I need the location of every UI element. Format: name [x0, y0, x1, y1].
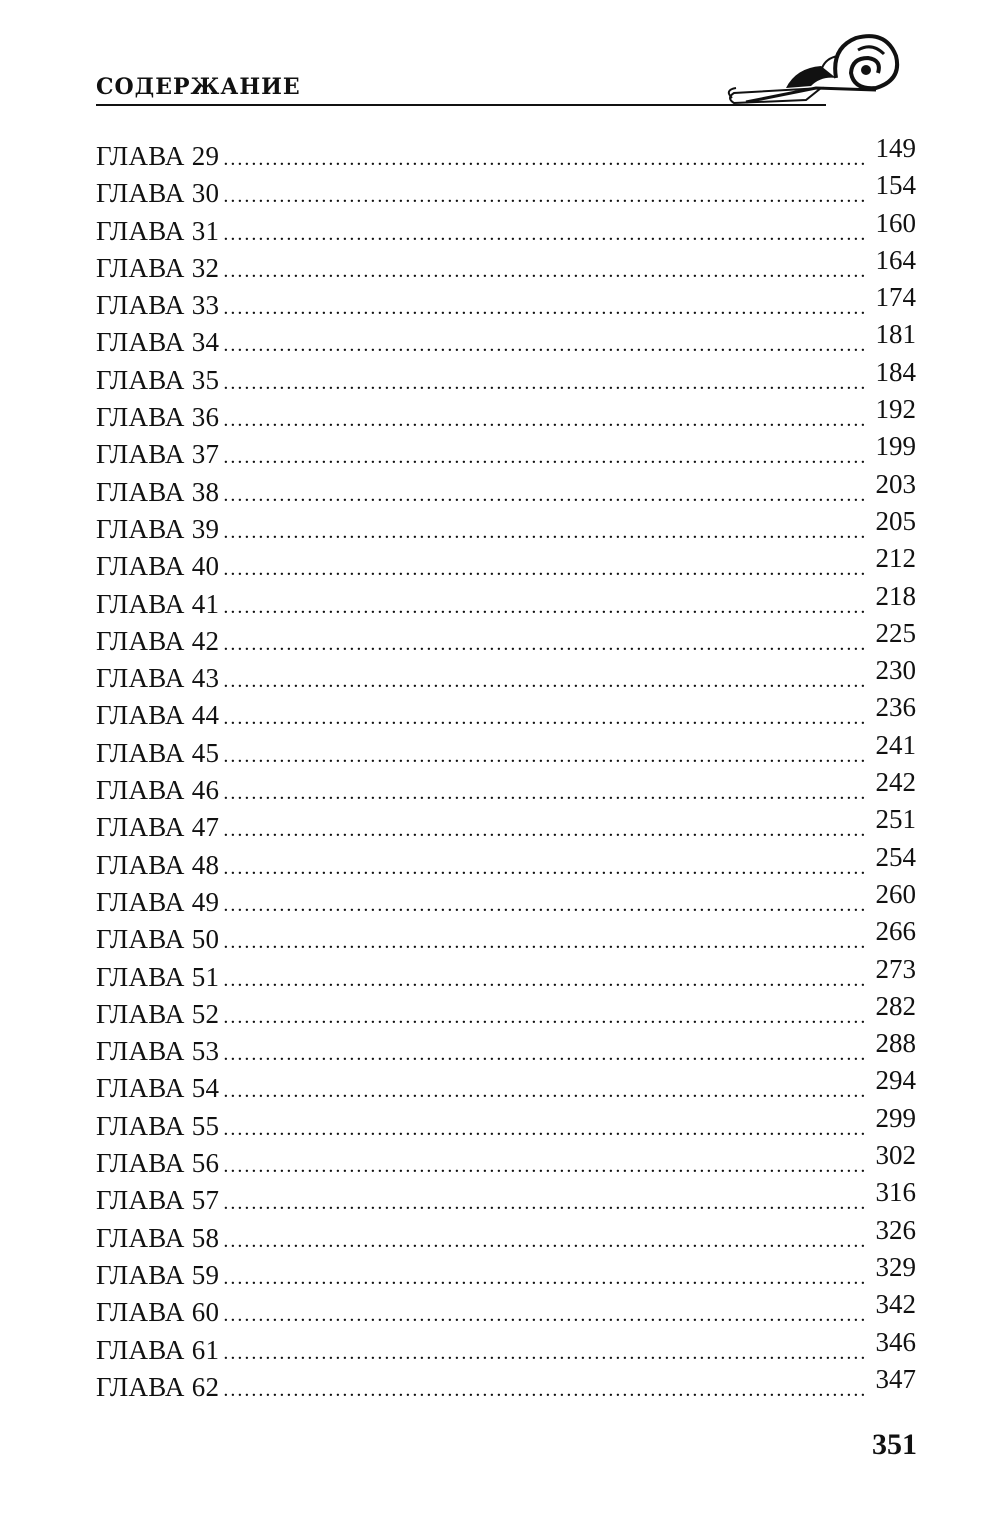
- toc-dot-leader: [223, 924, 868, 961]
- toc-entry: [96, 1289, 916, 1331]
- toc-dot-leader: [223, 738, 868, 775]
- toc-entry: [96, 1363, 916, 1406]
- toc-entry-page: 282: [875, 990, 916, 1021]
- toc-entry: [96, 133, 916, 175]
- toc-entry-label: ГЛАВА 53: [96, 1036, 220, 1067]
- toc-dot-leader: [223, 589, 868, 626]
- toc-entry-label: ГЛАВА 47: [96, 812, 220, 843]
- toc-entry-label: ГЛАВА 62: [96, 1371, 220, 1402]
- toc-entry-page: 199: [875, 431, 916, 462]
- ornament-scroll-icon: [726, 28, 906, 108]
- toc-entry-label: ГЛАВА 30: [96, 178, 220, 209]
- toc-entry: [96, 170, 916, 212]
- toc-entry-label: ГЛАВА 56: [96, 1148, 220, 1179]
- toc-entry-page: 203: [875, 468, 916, 499]
- toc-dot-leader: [223, 439, 868, 476]
- toc-dot-leader: [223, 141, 868, 178]
- toc-dot-leader: [223, 1223, 868, 1260]
- page-number: 351: [872, 1428, 917, 1461]
- toc-entry-label: ГЛАВА 32: [96, 252, 220, 283]
- toc-entry-page: 154: [875, 170, 916, 201]
- toc-entry: [96, 505, 916, 548]
- toc-dot-leader: [223, 887, 868, 924]
- toc-entry-page: 302: [875, 1140, 916, 1171]
- toc-entry-label: ГЛАВА 42: [96, 625, 220, 656]
- toc-entry-page: 230: [875, 655, 916, 686]
- toc-dot-leader: [223, 1148, 868, 1185]
- toc-entry-page: 299: [875, 1102, 916, 1133]
- toc-entry: [96, 207, 916, 250]
- toc-dot-leader: [223, 365, 868, 402]
- toc-entry-label: ГЛАВА 50: [96, 924, 220, 955]
- toc-entry: [96, 394, 916, 436]
- toc-entry-label: ГЛАВА 55: [96, 1110, 220, 1141]
- toc-entry: [96, 282, 916, 324]
- toc-dot-leader: [223, 626, 868, 663]
- toc-dot-leader: [223, 850, 868, 887]
- toc-entry: [96, 543, 916, 585]
- toc-entry-label: ГЛАВА 29: [96, 141, 220, 171]
- toc-dot-leader: [223, 812, 868, 849]
- toc-entry-page: 181: [875, 319, 916, 350]
- toc-entry: [96, 1251, 916, 1294]
- toc-entry-page: 251: [875, 804, 916, 835]
- toc-entry-label: ГЛАВА 57: [96, 1185, 220, 1216]
- toc-entry: [96, 916, 916, 958]
- toc-entry: [96, 878, 916, 921]
- toc-entry-page: 236: [875, 692, 916, 723]
- toc-entry-page: 254: [875, 841, 916, 872]
- toc-dot-leader: [223, 514, 868, 551]
- toc-entry-page: 184: [875, 356, 916, 387]
- toc-dot-leader: [223, 290, 868, 327]
- toc-dot-leader: [223, 216, 868, 253]
- toc-entry-label: ГЛАВА 58: [96, 1222, 220, 1253]
- toc-entry-page: 174: [875, 282, 916, 313]
- toc-dot-leader: [223, 477, 868, 514]
- toc-entry-label: ГЛАВА 59: [96, 1259, 220, 1290]
- toc-entry-label: ГЛАВА 33: [96, 290, 220, 321]
- toc-entry: [96, 804, 916, 846]
- toc-entry-label: ГЛАВА 51: [96, 961, 220, 992]
- toc-entry: [96, 1102, 916, 1145]
- toc-entry-label: ГЛАВА 31: [96, 215, 220, 246]
- toc-entry-page: 225: [875, 617, 916, 648]
- toc-entry: [96, 655, 916, 697]
- toc-entry: [96, 468, 916, 511]
- header-rule: [96, 104, 826, 106]
- toc-dot-leader: [223, 962, 868, 999]
- toc-entry-page: 288: [875, 1028, 916, 1059]
- toc-entry-label: ГЛАВА 38: [96, 476, 220, 507]
- toc-entry-page: 342: [875, 1289, 916, 1320]
- toc-dot-leader: [223, 1372, 868, 1409]
- toc-entry-page: 205: [875, 505, 916, 536]
- toc-entry-label: ГЛАВА 34: [96, 327, 220, 358]
- toc-entry: [96, 990, 916, 1033]
- toc-dot-leader: [223, 1185, 868, 1222]
- toc-dot-leader: [223, 1073, 868, 1110]
- toc-entry: [96, 1326, 916, 1369]
- toc-dot-leader: [223, 253, 868, 290]
- toc-entry: [96, 1140, 916, 1182]
- toc-entry-page: 149: [875, 133, 916, 163]
- toc-entry-label: ГЛАВА 37: [96, 439, 220, 470]
- toc-dot-leader: [223, 327, 868, 364]
- toc-dot-leader: [223, 402, 868, 439]
- toc-entry-page: 160: [875, 207, 916, 238]
- toc-entry-label: ГЛАВА 35: [96, 364, 220, 395]
- toc-entry-page: 273: [875, 953, 916, 984]
- toc-entry-page: 218: [875, 580, 916, 611]
- toc-dot-leader: [223, 1297, 868, 1334]
- toc-entry-label: ГЛАВА 41: [96, 588, 220, 619]
- toc-entry-page: 242: [875, 767, 916, 798]
- toc-entry-label: ГЛАВА 39: [96, 513, 220, 544]
- toc-entry: [96, 767, 916, 809]
- toc-entry-label: ГЛАВА 54: [96, 1073, 220, 1104]
- toc-dot-leader: [223, 775, 868, 812]
- toc-entry-page: 346: [875, 1326, 916, 1357]
- toc-entry-label: ГЛАВА 44: [96, 700, 220, 731]
- toc-dot-leader: [223, 999, 868, 1036]
- toc-entry: [96, 1028, 916, 1070]
- toc-entry-page: 326: [875, 1214, 916, 1245]
- toc-entry: [96, 244, 916, 287]
- toc-entry: [96, 431, 916, 473]
- toc-entry-label: ГЛАВА 43: [96, 663, 220, 694]
- toc-entry-label: ГЛАВА 36: [96, 402, 220, 433]
- toc-entry-label: ГЛАВА 49: [96, 886, 220, 917]
- toc-entry: [96, 1177, 916, 1219]
- toc-entry: [96, 729, 916, 772]
- toc-entry-label: ГЛАВА 61: [96, 1334, 220, 1365]
- toc-entry-label: ГЛАВА 60: [96, 1297, 220, 1328]
- table-of-contents: [96, 133, 916, 1406]
- toc-entry-page: 212: [875, 543, 916, 574]
- page-title: содержание: [96, 66, 301, 102]
- toc-entry-page: 192: [875, 394, 916, 425]
- toc-entry: [96, 692, 916, 734]
- toc-entry-page: 347: [875, 1363, 916, 1394]
- toc-entry-label: ГЛАВА 48: [96, 849, 220, 880]
- toc-entry: [96, 841, 916, 884]
- toc-entry-page: 241: [875, 729, 916, 760]
- page-header: [96, 58, 906, 114]
- toc-entry: [96, 1065, 916, 1107]
- toc-entry-page: 316: [875, 1177, 916, 1208]
- toc-entry: [96, 953, 916, 996]
- toc-entry: [96, 580, 916, 623]
- toc-entry: [96, 319, 916, 361]
- toc-entry-label: ГЛАВА 52: [96, 998, 220, 1029]
- toc-entry-page: 260: [875, 878, 916, 909]
- toc-dot-leader: [223, 178, 868, 215]
- toc-dot-leader: [223, 1111, 868, 1148]
- toc-entry-label: ГЛАВА 46: [96, 775, 220, 806]
- toc-entry: [96, 1214, 916, 1257]
- toc-entry-page: 294: [875, 1065, 916, 1096]
- toc-entry-page: 329: [875, 1251, 916, 1282]
- toc-dot-leader: [223, 1036, 868, 1073]
- toc-entry-label: ГЛАВА 40: [96, 551, 220, 582]
- toc-dot-leader: [223, 663, 868, 700]
- toc-entry-page: 164: [875, 244, 916, 275]
- toc-dot-leader: [223, 1260, 868, 1297]
- toc-entry: [96, 617, 916, 660]
- toc-dot-leader: [223, 700, 868, 737]
- toc-dot-leader: [223, 551, 868, 588]
- toc-entry: [96, 356, 916, 399]
- toc-entry-page: 266: [875, 916, 916, 947]
- toc-dot-leader: [223, 1335, 868, 1372]
- toc-entry-label: ГЛАВА 45: [96, 737, 220, 768]
